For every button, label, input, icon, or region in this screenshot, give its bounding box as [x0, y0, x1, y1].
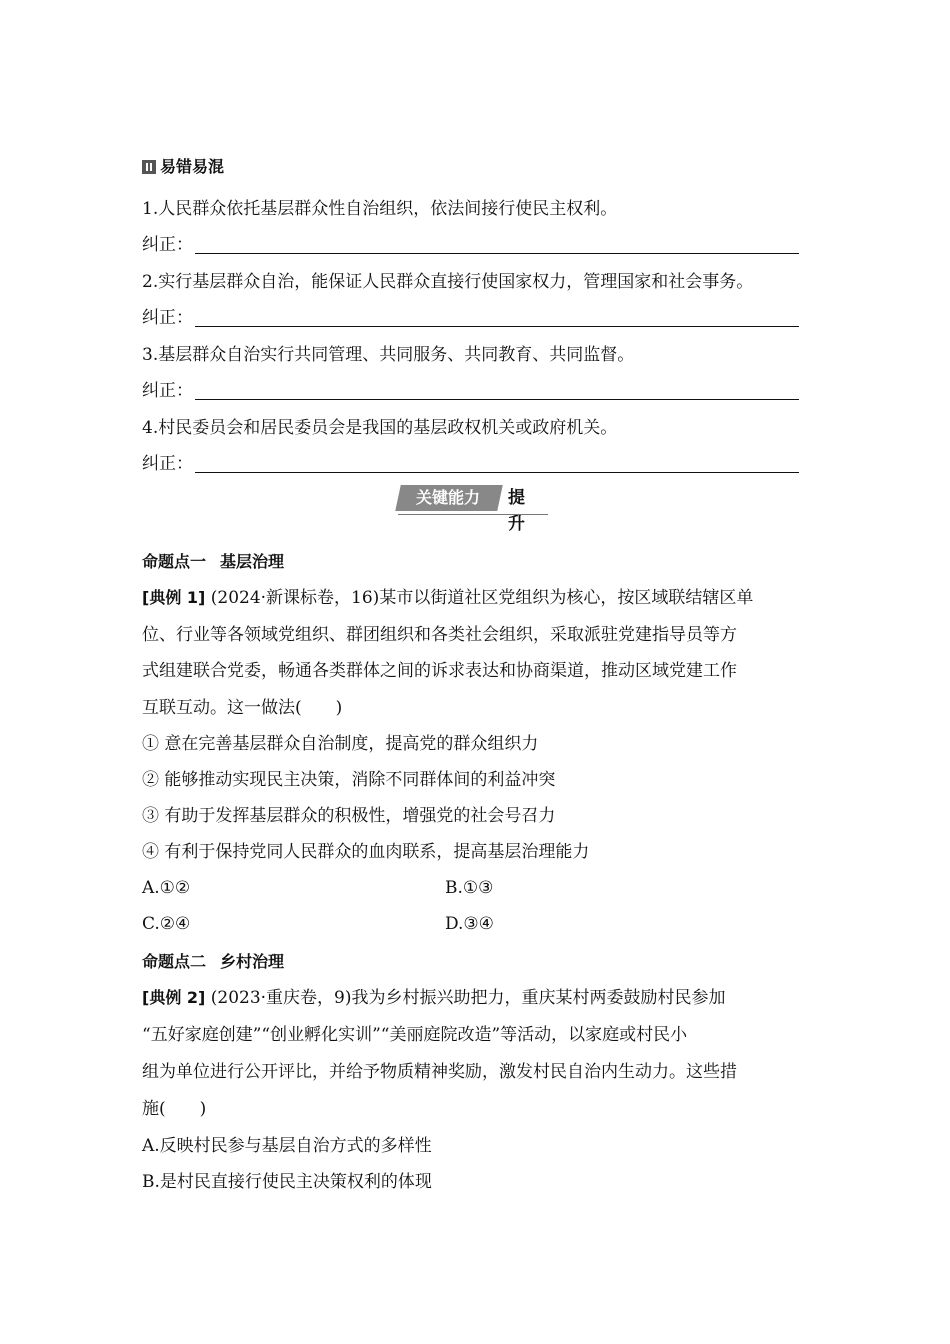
error-item-2: 2.实行基层群众自治，能保证人民群众直接行使国家权力，管理国家和社会事务。: [142, 272, 754, 292]
option-b[interactable]: B.①③: [445, 878, 494, 898]
example-source: (2024·新课标卷，16): [210, 588, 380, 608]
correction-line-4: [142, 452, 799, 476]
example-tag: [典例 2]: [142, 988, 206, 1007]
correction-line-1: [142, 233, 799, 257]
example-text: 我为乡村振兴助把力，重庆某村两委鼓励村民参加: [351, 988, 726, 1008]
example-1-line-1: [142, 586, 753, 610]
example-1-line-2: 位、行业等各领域党组织、群团组织和各类社会组织，采取派驻党建指导员等方: [142, 625, 737, 645]
topic-name: 基层治理: [220, 552, 285, 571]
correction-label: 纠正：: [142, 381, 193, 401]
example-tag: [典例 1]: [142, 588, 206, 607]
correction-blank[interactable]: [195, 381, 799, 400]
topic-heading-2: [142, 950, 284, 974]
banner-tab-label: 关键能力: [415, 488, 480, 507]
option-b[interactable]: B.是村民直接行使民主决策权利的体现: [142, 1172, 432, 1192]
correction-blank[interactable]: [195, 235, 799, 254]
correction-label: 纠正：: [142, 235, 193, 255]
error-item-3: 3.基层群众自治实行共同管理、共同服务、共同教育、共同监督。: [142, 345, 635, 365]
error-item-4: 4.村民委员会和居民委员会是我国的基层政权机关或政府机关。: [142, 418, 618, 438]
correction-label: 纠正：: [142, 454, 193, 474]
example-1-line-4: 互联互动。这一做法( ): [142, 698, 343, 718]
correction-blank[interactable]: [195, 308, 799, 327]
statement-3: ③ 有助于发挥基层群众的积极性，增强党的社会号召力: [142, 806, 556, 826]
section-heading-text: 易错易混: [160, 157, 225, 176]
correction-line-2: [142, 306, 799, 330]
correction-line-3: [142, 379, 799, 403]
correction-label: 纠正：: [142, 308, 193, 328]
banner-underline: [398, 514, 548, 515]
example-text: 某市以街道社区党组织为核心，按区域联结辖区单: [379, 588, 754, 608]
option-a[interactable]: A.反映村民参与基层自治方式的多样性: [142, 1136, 432, 1156]
statement-1: ① 意在完善基层群众自治制度，提高党的群众组织力: [142, 734, 539, 754]
statement-4: ④ 有利于保持党同人民群众的血肉联系，提高基层治理能力: [142, 842, 590, 862]
example-2-line-2: “五好家庭创建”“创业孵化实训”“美丽庭院改造”等活动，以家庭或村民小: [142, 1025, 688, 1045]
option-d[interactable]: D.③④: [445, 914, 494, 934]
topic-heading-1: [142, 550, 284, 574]
section-heading: [142, 156, 224, 178]
error-item-1: 1.人民群众依托基层群众性自治组织，依法间接行使民主权利。: [142, 199, 618, 219]
example-2-line-4: 施( ): [142, 1099, 207, 1119]
topic-label: 命题点二: [142, 952, 207, 971]
option-c[interactable]: C.②④: [142, 914, 191, 934]
example-2-line-3: 组为单位进行公开评比，并给予物质精神奖励，激发村民自治内生动力。这些措: [142, 1062, 737, 1082]
topic-name: 乡村治理: [220, 952, 285, 971]
banner-title: 提升: [508, 488, 525, 534]
correction-blank[interactable]: [195, 454, 799, 473]
topic-label: 命题点一: [142, 552, 207, 571]
example-source: (2023·重庆卷，9): [210, 988, 352, 1008]
section-marker-icon: [142, 160, 156, 174]
option-a[interactable]: A.①②: [142, 878, 191, 898]
example-2-line-1: [142, 986, 726, 1010]
statement-2: ② 能够推动实现民主决策，消除不同群体间的利益冲突: [142, 770, 556, 790]
example-1-line-3: 式组建联合党委，畅通各类群体之间的诉求表达和协商渠道，推动区域党建工作: [142, 661, 737, 681]
